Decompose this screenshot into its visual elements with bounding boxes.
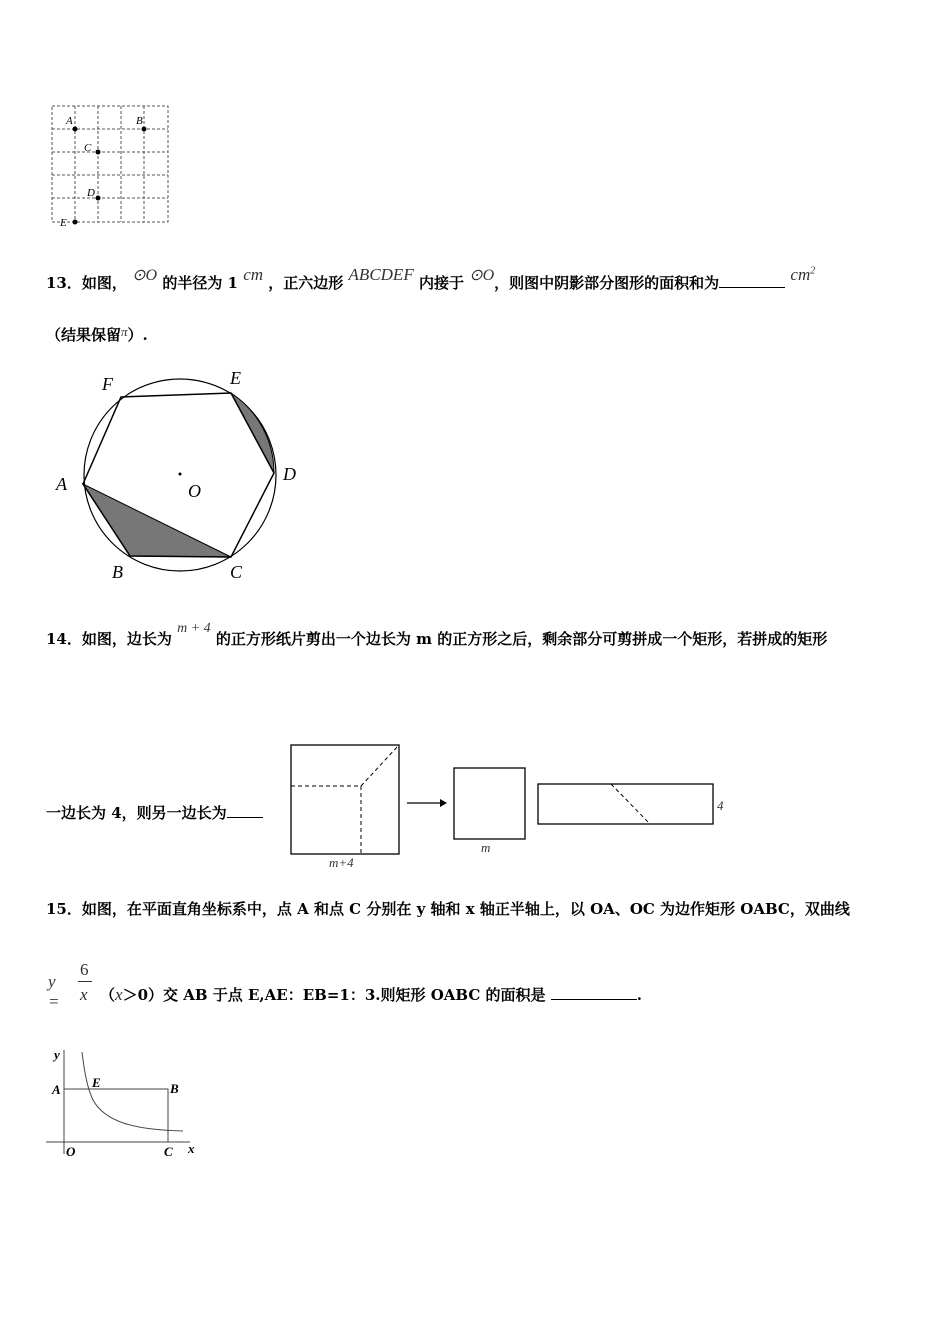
shaded-triangle — [83, 484, 231, 557]
hexagon-circle-figure — [50, 362, 310, 592]
point-b — [142, 127, 147, 132]
rectangle-side-label: 4 — [717, 798, 724, 813]
label-x: x — [188, 1141, 195, 1156]
unit-cm2: $cm^2$ — [790, 265, 816, 284]
answer-blank-14[interactable] — [227, 817, 263, 818]
big-square — [291, 745, 399, 854]
point-e — [73, 220, 78, 225]
label-a: A — [66, 115, 73, 127]
label-e: E — [230, 368, 241, 388]
q14-number: 14． — [46, 630, 82, 648]
q13-line2: （结果保留π）. — [46, 324, 148, 344]
label-a: A — [52, 1082, 61, 1097]
label-e: E — [60, 217, 67, 229]
q14-line1: 14．如图，边长为 m + 4 的正方形纸片剪出一个边长为 m 的正方形之后，剩余部分可剪拼成一个矩形，若拼成的矩形 — [46, 621, 828, 648]
square-cut-figure — [285, 740, 735, 875]
result-rectangle — [538, 784, 713, 824]
label-b: B — [170, 1081, 179, 1096]
pi-symbol: π — [121, 324, 128, 339]
hexagon-name: ABCDEF — [348, 265, 414, 284]
label-c: C — [84, 142, 92, 154]
label-e: E — [92, 1075, 101, 1090]
label-o: O — [188, 481, 201, 501]
label-b: B — [112, 562, 123, 582]
big-square-label: m+4 — [329, 855, 354, 870]
unit-cm: cm — [243, 265, 264, 284]
center-point — [179, 473, 182, 476]
q13-line1: 13．如图， ⊙O 的半径为 1 cm ，正六边形 ABCDEF 内接于 ⊙O，则图中阴影部分图形的面积和为 $cm^2$ — [46, 265, 816, 292]
label-c: C — [164, 1144, 173, 1159]
circle-o-symbol-2: ⊙O — [469, 267, 495, 284]
label-d: D — [87, 187, 95, 199]
label-o: O — [66, 1144, 76, 1159]
grid-figure — [40, 100, 180, 230]
small-square — [454, 768, 525, 839]
q14-line2: 一边长为 4，则另一边长为 — [46, 802, 263, 823]
circle-o-symbol: ⊙O — [132, 267, 158, 284]
q15-number: 15． — [46, 900, 82, 918]
point-a — [73, 127, 78, 132]
rectangle-oabc — [64, 1089, 168, 1142]
label-c: C — [230, 562, 243, 582]
rectangle-cut-line — [611, 784, 650, 824]
fraction-bar — [78, 981, 92, 982]
point-c — [96, 150, 101, 155]
arrow-icon — [440, 799, 447, 807]
condition-var: x — [115, 985, 123, 1004]
label-y: y — [54, 1047, 60, 1062]
label-d: D — [283, 464, 296, 484]
cut-line-diagonal — [361, 745, 399, 786]
small-square-label: m — [481, 840, 491, 855]
answer-blank-13[interactable] — [719, 287, 785, 288]
equation-numerator: 6 — [80, 960, 89, 979]
label-f: F — [102, 374, 113, 394]
equation-lhs: y = — [48, 972, 60, 1011]
q13-number: 13． — [46, 274, 82, 292]
label-b: B — [136, 115, 143, 127]
q15-line1: 15．如图，在平面直角坐标系中，点 A 和点 C 分别在 y 轴和 x 轴正半轴上，以 OA、OC 为边作矩形 OABC，双曲线 — [46, 900, 850, 918]
side-expression: m + 4 — [177, 621, 211, 636]
equation-denominator: x — [80, 985, 88, 1004]
point-d — [96, 196, 101, 201]
label-a: A — [56, 474, 67, 494]
hyperbola-figure — [40, 1042, 210, 1167]
answer-blank-15[interactable] — [551, 999, 637, 1000]
